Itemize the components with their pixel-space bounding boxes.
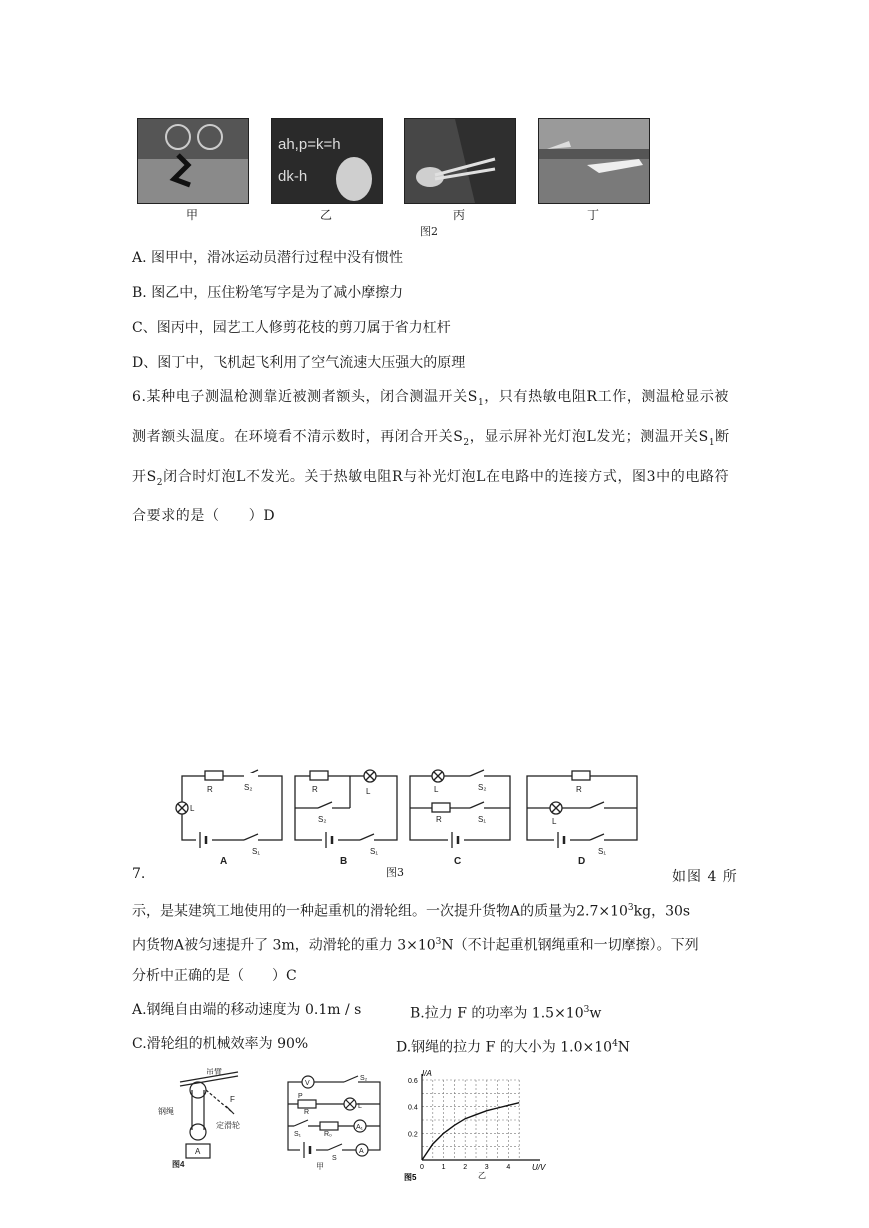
- b-r-label: R: [312, 785, 318, 794]
- circuit-b: [295, 770, 397, 848]
- circuit-label-b: B: [340, 856, 348, 867]
- q7-l2b: kg，30s: [633, 903, 691, 920]
- fig4-pulley: [158, 1068, 258, 1168]
- d-s1-label: S₁: [598, 847, 607, 856]
- circuit-label-c: C: [454, 856, 462, 867]
- chart-x-label: U/V: [532, 1163, 546, 1172]
- q6-sub-2: 2: [463, 437, 470, 448]
- fig4-arm-label: 吊臂: [206, 1068, 222, 1076]
- fig5-voltmeter-label: V: [305, 1080, 310, 1087]
- c-s1-label: S₁: [478, 815, 487, 824]
- chalk-line-1: ah,p=k=h: [278, 136, 341, 153]
- x-tick-label: 3: [484, 1164, 489, 1171]
- a-s1-label: S₁: [252, 847, 261, 856]
- y-tick-label: 0.4: [408, 1104, 418, 1112]
- q6-text-4: 断开S: [132, 428, 730, 485]
- circuit-d: [527, 771, 637, 848]
- fig5-circuit-caption: 甲: [316, 1162, 324, 1170]
- panel-label-bing: 丙: [452, 208, 465, 222]
- chalk-image: [272, 119, 382, 203]
- a-s2-label: S₂: [244, 783, 253, 792]
- fig5-circuit: [280, 1070, 390, 1170]
- fig5-p-label: P: [298, 1093, 303, 1100]
- c-r-label: R: [436, 815, 442, 824]
- a-l-label: L: [190, 804, 195, 813]
- q6-sub-1: 1: [477, 397, 485, 408]
- q5-option-a: A. 图甲中，滑冰运动员潜行过程中没有惯性: [132, 250, 404, 266]
- chart-grid: [422, 1080, 519, 1160]
- fig5-r-label: R: [304, 1109, 310, 1116]
- q6-text-3: ，显示屏补光灯泡L发光；测温开关S: [469, 428, 709, 445]
- fig4-load-label: A: [195, 1147, 201, 1156]
- q5-option-d: D、图丁中，飞机起飞利用了空气流速大压强大的原理: [132, 355, 466, 371]
- fig5-s2-label: S₂: [360, 1075, 368, 1082]
- circuit-label-a: A: [220, 856, 228, 867]
- q7-optd-sup: 4: [612, 1039, 618, 1049]
- q7-lead: 如图 4 所: [672, 869, 738, 885]
- fig5-s-label: S: [332, 1155, 337, 1162]
- d-r-label: R: [576, 785, 582, 794]
- panel-label-ding: 丁: [586, 208, 599, 222]
- q7-line-4: 分析中正确的是（ ）C: [132, 968, 297, 984]
- q6-question: [132, 380, 738, 533]
- iv-curve-line: [422, 1103, 519, 1160]
- q7-option-b: [410, 1000, 601, 1024]
- fig5-caption: 图5: [404, 1173, 417, 1182]
- q7-l3a: 内货物A被匀速提升了 3m，动滑轮的重力 3×10: [132, 937, 436, 954]
- fig5-iv-chart: [400, 1066, 550, 1184]
- q5-option-c: C、图丙中，园艺工人修剪花枝的剪刀属于省力杠杆: [132, 320, 451, 336]
- q7-optb-b: w: [589, 1005, 602, 1022]
- a-r-label: R: [207, 785, 213, 794]
- y-tick-label: 0.2: [408, 1131, 418, 1139]
- q7-optb-a: B.拉力 F 的功率为 1.5×10: [410, 1005, 584, 1022]
- q7-l2sup: 3: [627, 903, 634, 913]
- q7-number: 7.: [132, 866, 146, 882]
- q6-sub-4: 2: [156, 477, 164, 488]
- fig4-caption: 图4: [172, 1160, 185, 1168]
- q7-line-2: [132, 898, 690, 922]
- q7-option-c: C.滑轮组的机械效率为 90%: [132, 1036, 309, 1052]
- x-tick-label: 2: [463, 1164, 468, 1171]
- fig5-r0-label: R₀: [324, 1131, 332, 1138]
- chart-axes: [422, 1074, 540, 1160]
- q7-line-3: [132, 932, 699, 956]
- photo-airplane: [538, 118, 650, 204]
- fig4-force-label: F: [230, 1095, 235, 1104]
- fig5-l-label: L: [358, 1103, 362, 1110]
- c-s2-label: S₂: [478, 783, 487, 792]
- q7-l3b: N（不计起重机钢绳重和一切摩擦）。下列: [441, 937, 699, 954]
- q6-text-2: ，只有热敏电阻R工作，测温枪显示被测者额头温度。在环境看不清示数时，再闭合开关S: [132, 389, 730, 445]
- fig5-a1-label: A₁: [356, 1124, 364, 1131]
- q7-l2a: 示，是某建筑工地使用的一种起重机的滑轮组。一次提升货物A的质量为2.7×10: [132, 903, 628, 920]
- q7-optd-a: D.钢绳的拉力 F 的大小为 1.0×10: [396, 1039, 613, 1056]
- photo-chalk: [271, 118, 383, 204]
- q6-sub-3: 1: [708, 437, 716, 448]
- photo-skater: [137, 118, 249, 204]
- fig5-s1-label: S₁: [294, 1131, 302, 1138]
- panel-label-yi: 乙: [319, 208, 332, 222]
- panel-label-jia: 甲: [185, 208, 198, 222]
- chalk-line-2: dk-h: [278, 168, 308, 185]
- b-s1-label: S₁: [370, 847, 379, 856]
- x-tick-label: 1: [441, 1164, 446, 1171]
- b-l-label: L: [366, 787, 371, 796]
- x-tick-label: 0: [420, 1164, 424, 1171]
- photo-gardener: [404, 118, 516, 204]
- fig2-caption: 图2: [420, 225, 438, 238]
- skater-image: [138, 119, 248, 203]
- y-tick-label: 0.6: [408, 1078, 418, 1085]
- q6-text-1: 6.某种电子测温枪测靠近被测者额头，闭合测温开关S: [132, 389, 478, 405]
- fig4-pulley-label: 定滑轮: [216, 1121, 240, 1130]
- q7-optd-b: N: [617, 1039, 631, 1056]
- fig3-circuits: [160, 768, 650, 868]
- fig3-caption: 图3: [386, 866, 404, 879]
- q7-l3sup: 3: [435, 937, 442, 947]
- circuit-label-d: D: [578, 856, 586, 867]
- x-tick-label: 4: [506, 1164, 511, 1171]
- circuit-c: [410, 770, 510, 848]
- q7-optb-sup: 3: [583, 1005, 590, 1015]
- airplane-image: [539, 119, 649, 203]
- q7-option-a: A.钢绳自由端的移动速度为 0.1m / s: [132, 1002, 362, 1018]
- q6-text-5: 闭合时灯泡L不发光。关于热敏电阻R与补光灯泡L在电路中的连接方式，图3中的电路符合要求的是（ ）D: [132, 468, 730, 525]
- fig5-ammeter-label: A: [359, 1148, 364, 1155]
- c-l-label: L: [434, 785, 439, 794]
- fig5-chart-caption: 乙: [478, 1171, 486, 1180]
- q5-option-b: B. 图乙中，压住粉笔写字是为了减小摩擦力: [132, 285, 404, 301]
- b-s2-label: S₂: [318, 815, 327, 824]
- fig4-rope-label: 钢绳: [158, 1107, 174, 1116]
- chart-y-label: I/A: [422, 1069, 432, 1078]
- d-l-label: L: [552, 817, 557, 826]
- q7-option-d: [396, 1034, 630, 1058]
- gardener-image: [405, 119, 515, 203]
